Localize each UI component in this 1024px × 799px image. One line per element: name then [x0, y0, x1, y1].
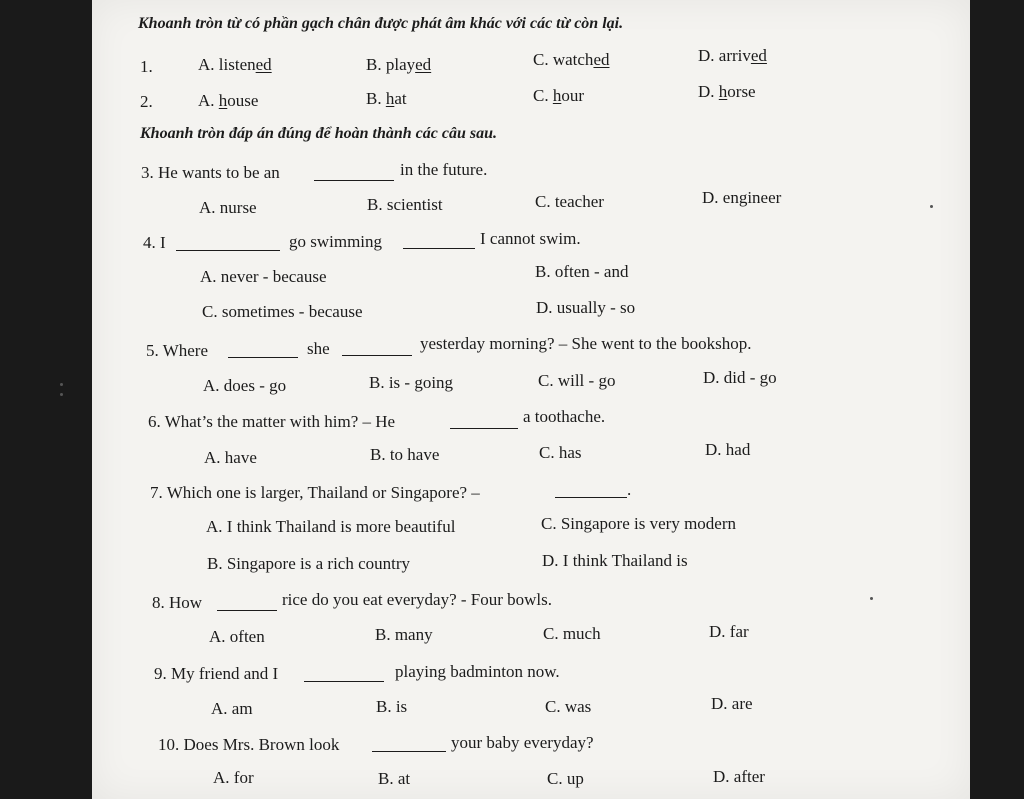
scan-speck [60, 383, 63, 386]
section2-heading: Khoanh tròn đáp án đúng để hoàn thành các câu sau. [140, 125, 497, 142]
q10-option-a[interactable]: A. for [213, 768, 254, 787]
q10-option-b[interactable]: B. at [378, 769, 411, 788]
q7-text-part1: 7. Which one is larger, Thailand or Singapore? – [150, 483, 480, 502]
q1-option-d[interactable]: D. arrived [698, 46, 767, 65]
q1-option-b[interactable]: B. played [366, 55, 432, 74]
scan-speck [930, 205, 933, 208]
q6-text-part2: a toothache. [523, 407, 606, 426]
q4-option-a[interactable]: A. never - because [200, 267, 327, 286]
q3-blank[interactable] [314, 180, 394, 181]
q7-option-d[interactable]: D. I think Thailand is [542, 551, 688, 570]
q2-option-d[interactable]: D. horse [698, 82, 756, 101]
q2-option-c[interactable]: C. hour [533, 86, 585, 105]
q9-text-part1: 9. My friend and I [154, 664, 279, 683]
q6-text-part1: 6. What’s the matter with him? – He [148, 412, 396, 431]
q9-option-a[interactable]: A. am [211, 699, 253, 718]
q7-option-a[interactable]: A. I think Thailand is more beautiful [206, 517, 456, 536]
q4-blank-1[interactable] [176, 250, 280, 251]
q6-blank[interactable] [450, 428, 518, 429]
q5-blank-1[interactable] [228, 357, 298, 358]
q2-option-a[interactable]: A. house [198, 91, 259, 110]
q3-text-part1: 3. He wants to be an [141, 163, 280, 182]
q3-option-c[interactable]: C. teacher [535, 192, 604, 211]
q5-text-part2: she [307, 339, 330, 358]
q8-text-part2: rice do you eat everyday? - Four bowls. [282, 590, 553, 609]
q10-option-d[interactable]: D. after [713, 767, 765, 786]
q7-option-b[interactable]: B. Singapore is a rich country [207, 554, 411, 573]
q10-option-c[interactable]: C. up [547, 769, 584, 788]
q10-blank[interactable] [372, 751, 446, 752]
q3-option-b[interactable]: B. scientist [367, 195, 443, 214]
q4-blank-2[interactable] [403, 248, 475, 249]
q5-text-part3: yesterday morning? – She went to the bookshop. [420, 334, 752, 353]
q8-option-d[interactable]: D. far [709, 622, 749, 641]
q4-option-c[interactable]: C. sometimes - because [202, 302, 363, 321]
q6-option-d[interactable]: D. had [705, 440, 751, 459]
q5-option-c[interactable]: C. will - go [538, 371, 616, 390]
q2-option-b[interactable]: B. hat [366, 89, 407, 108]
section1-heading: Khoanh tròn từ có phần gạch chân được phát âm khác với các từ còn lại. [138, 15, 624, 32]
q5-option-a[interactable]: A. does - go [203, 376, 287, 395]
q10-text-part2: your baby everyday? [451, 733, 594, 752]
q4-text-part2: go swimming [289, 232, 383, 251]
q5-option-d[interactable]: D. did - go [703, 368, 777, 387]
q1-option-c[interactable]: C. watched [533, 50, 610, 69]
q9-option-b[interactable]: B. is [376, 697, 408, 716]
scan-speck [60, 393, 63, 396]
q5-option-b[interactable]: B. is - going [369, 373, 454, 392]
q3-option-a[interactable]: A. nurse [199, 198, 257, 217]
q8-option-c[interactable]: C. much [543, 624, 601, 643]
q7-text-part2: . [627, 480, 632, 499]
q9-blank[interactable] [304, 681, 384, 682]
q9-text-part2: playing badminton now. [395, 662, 560, 681]
scan-speck [870, 597, 873, 600]
q7-blank[interactable] [555, 497, 627, 498]
q7-option-c[interactable]: C. Singapore is very modern [541, 514, 736, 533]
q6-option-b[interactable]: B. to have [370, 445, 440, 464]
q10-text-part1: 10. Does Mrs. Brown look [158, 735, 340, 754]
q1-number: 1. [140, 57, 153, 76]
q4-text-part1: 4. I [143, 233, 166, 252]
q4-text-part3: I cannot swim. [480, 229, 581, 248]
q8-blank[interactable] [217, 610, 277, 611]
q8-text-part1: 8. How [152, 593, 203, 612]
q5-blank-2[interactable] [342, 355, 412, 356]
q4-option-d[interactable]: D. usually - so [536, 298, 636, 317]
q3-text-part2: in the future. [400, 160, 488, 179]
q6-option-c[interactable]: C. has [539, 443, 582, 462]
q9-option-c[interactable]: C. was [545, 697, 592, 716]
q2-number: 2. [140, 92, 153, 111]
q3-option-d[interactable]: D. engineer [702, 188, 782, 207]
q1-option-a[interactable]: A. listened [198, 55, 272, 74]
q5-text-part1: 5. Where [146, 341, 208, 360]
q4-option-b[interactable]: B. often - and [535, 262, 629, 281]
q6-option-a[interactable]: A. have [204, 448, 257, 467]
q8-option-b[interactable]: B. many [375, 625, 433, 644]
q8-option-a[interactable]: A. often [209, 627, 265, 646]
q9-option-d[interactable]: D. are [711, 694, 753, 713]
